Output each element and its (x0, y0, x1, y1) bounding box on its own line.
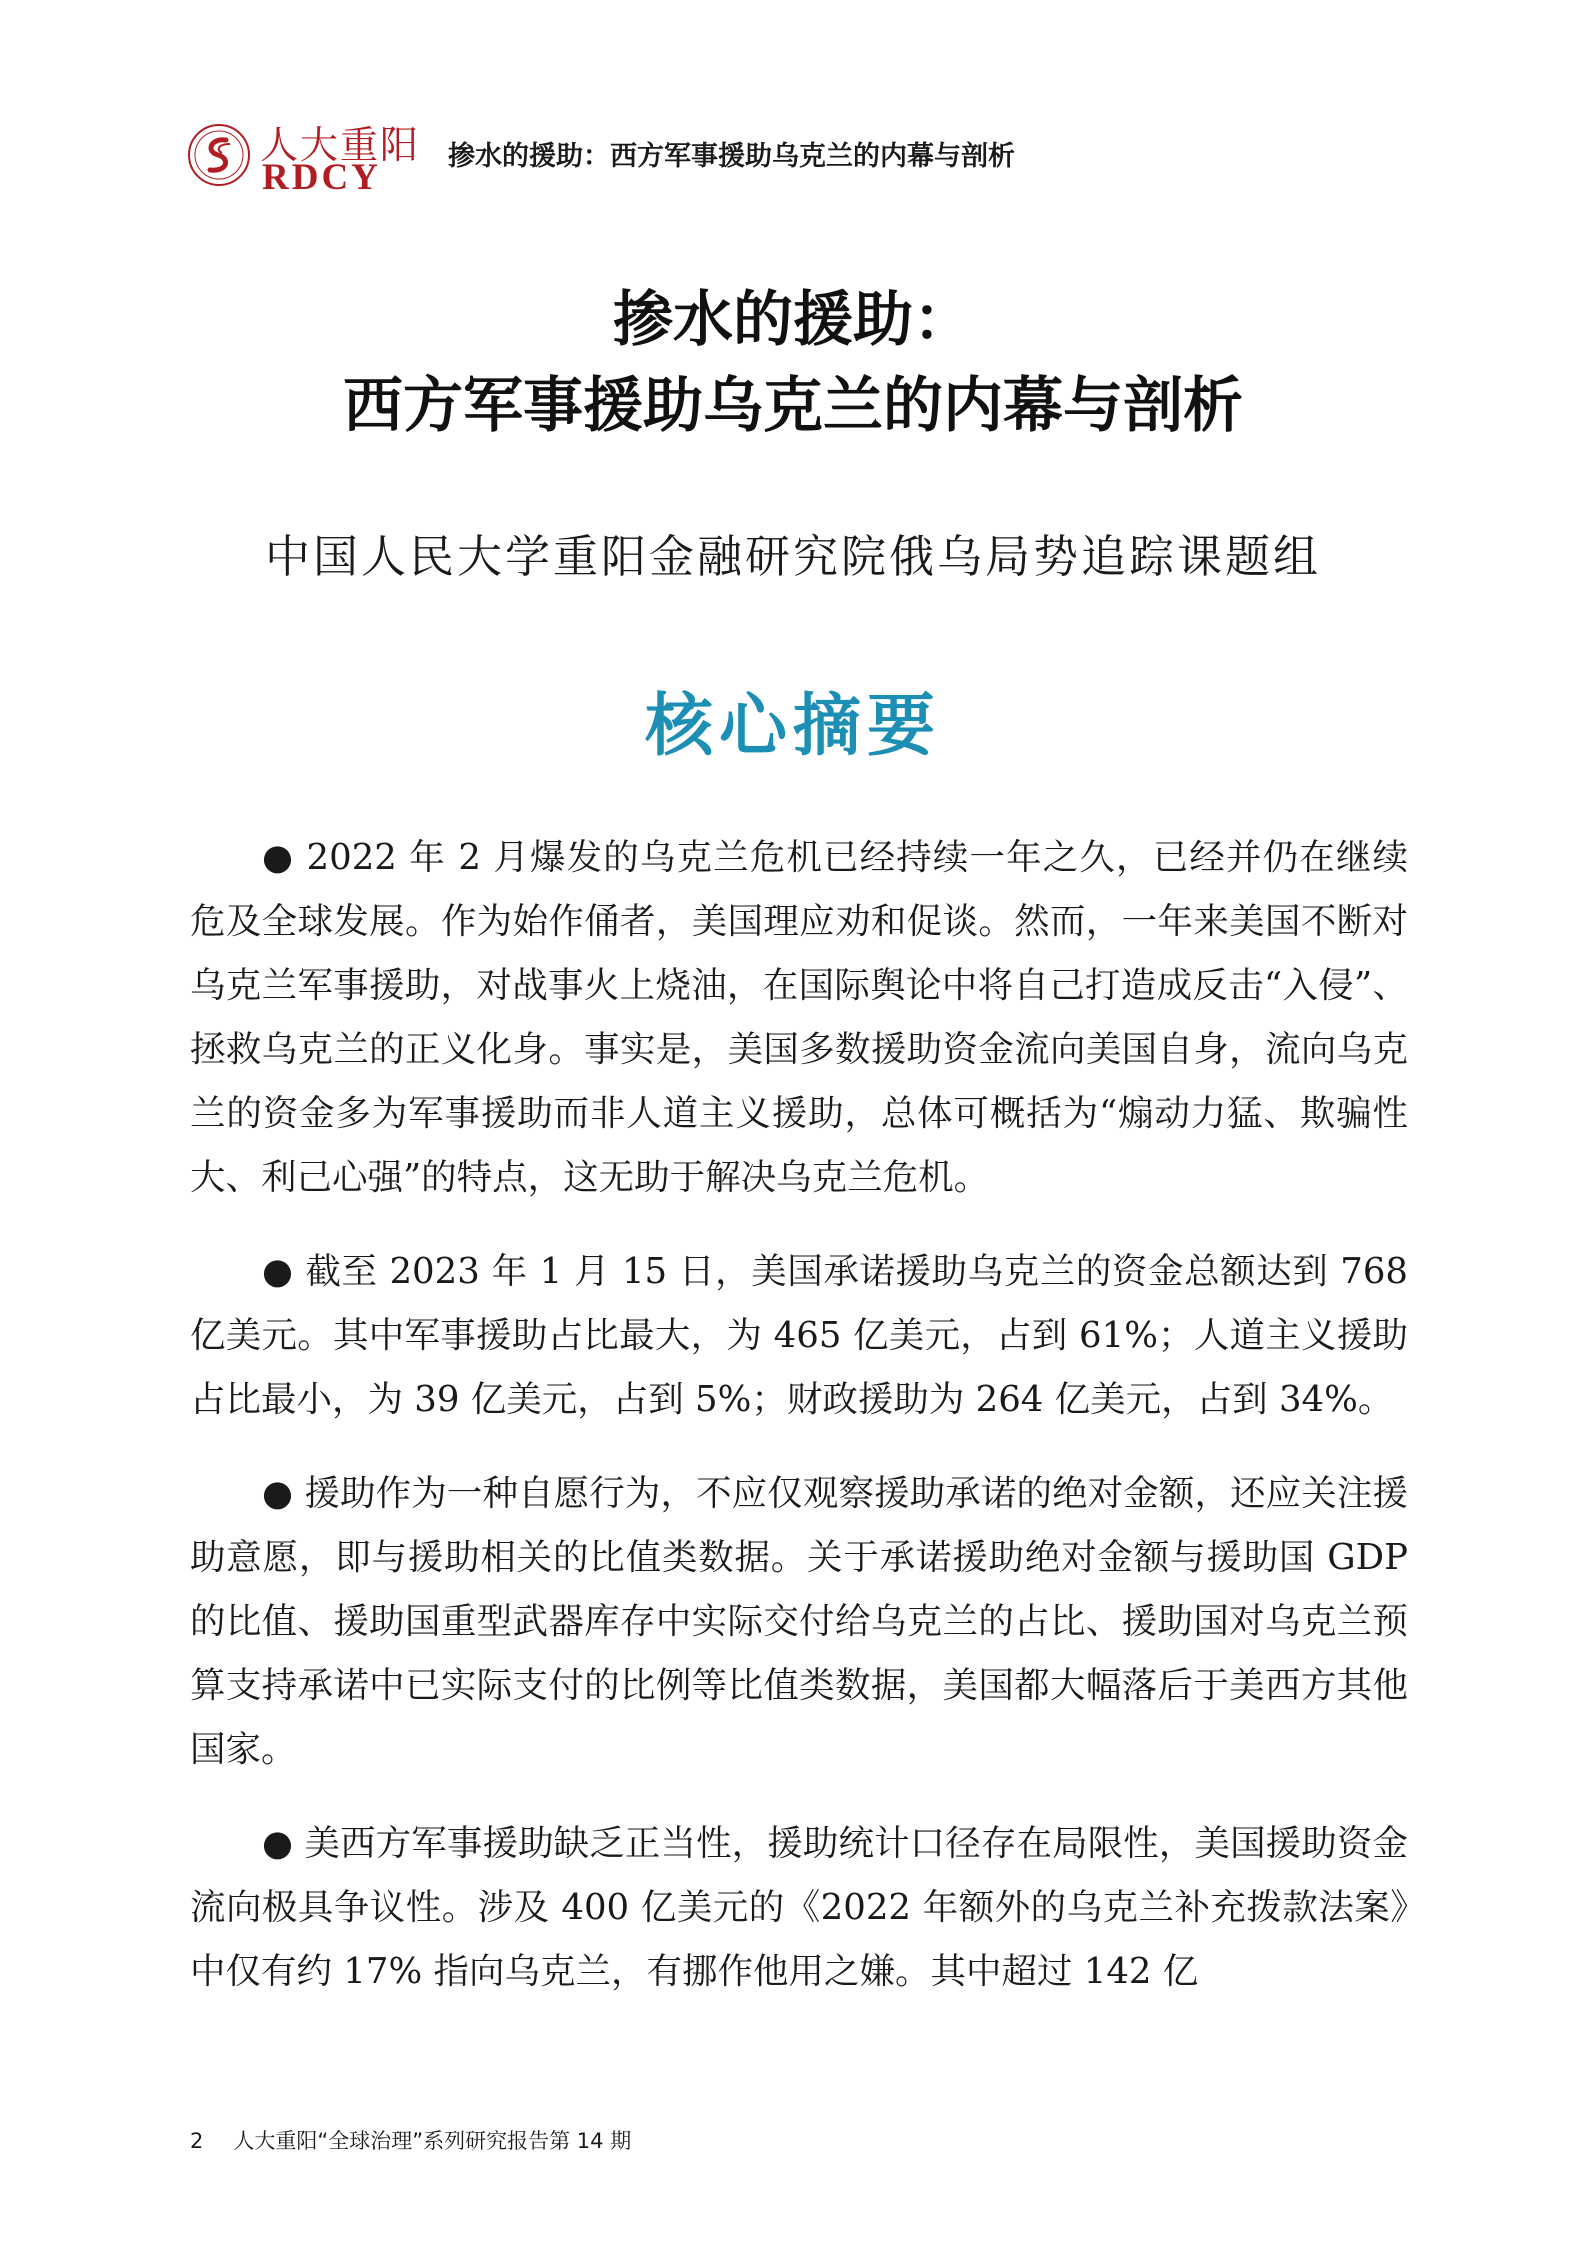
abstract-body (190, 826, 1408, 2034)
paragraph-text: 2022 年 2 月爆发的乌克兰危机已经持续一年之久，已经并仍在继续危及全球发展。作为始作俑者，美国理应劝和促谈。然而，一年来美国不断对乌克兰军事援助，对战事火上烧油，在国际舆论中将自己打造成反击“入侵”、拯救乌克兰的正义化身。事实是，美国多数援助资金流向美国自身，流向乌克兰的资金多为军事援助而非人道主义援助，总体可概括为“煽动力猛、欺骗性大、利己心强”的特点，这无助于解决乌克兰危机。 (190, 837, 1408, 1198)
bullet-icon: ● (262, 1473, 294, 1514)
abstract-paragraph-2 (190, 1240, 1408, 1432)
running-title: 掺水的援助：西方军事援助乌克兰的内幕与剖析 (448, 141, 1015, 172)
section-heading: 核心摘要 (644, 687, 941, 766)
bullet-icon: ● (262, 1823, 294, 1864)
page-title-line1: 掺水的援助： (613, 285, 973, 355)
rdcy-emblem-icon (186, 122, 252, 188)
paragraph-text: 美西方军事援助缺乏正当性，援助统计口径存在局限性，美国援助资金流向极具争议性。涉及 400 亿美元的《2022 年额外的乌克兰补充拨款法案》中仅有约 17% 指向乌克兰，有挪作他用之嫌。其中超过 142 亿 (190, 1823, 1408, 1992)
author-byline: 中国人民大学重阳金融研究院俄乌局势追踪课题组 (264, 530, 1321, 583)
abstract-paragraph-3 (190, 1462, 1408, 1782)
page-number: 2 (190, 2129, 204, 2153)
page-footer (190, 2125, 631, 2155)
paragraph-text: 截至 2023 年 1 月 15 日，美国承诺援助乌克兰的资金总额达到 768 亿美元。其中军事援助占比最大，为 465 亿美元，占到 61%；人道主义援助占比最小，为 39 亿美元，占到 5%；财政援助为 264 亿美元，占到 34%。 (190, 1251, 1408, 1420)
rdcy-logo (186, 112, 421, 202)
page-header (186, 112, 1406, 202)
logo-chinese-text: 人大重阳 (260, 123, 421, 167)
paragraph-text: 援助作为一种自愿行为，不应仅观察援助承诺的绝对金额，还应关注援助意愿，即与援助相关的比值类数据。关于承诺援助绝对金额与援助国 GDP 的比值、援助国重型武器库存中实际交付给乌克兰的占比、援助国对乌克兰预算支持承诺中已实际支付的比例等比值类数据，美国都大幅落后于美西方其他国家。 (190, 1473, 1408, 1770)
bullet-icon: ● (262, 1251, 294, 1292)
abstract-paragraph-1 (190, 826, 1408, 1210)
logo-english-text: RDCY (262, 157, 381, 198)
series-label: 人大重阳“全球治理”系列研究报告第 14 期 (233, 2129, 632, 2153)
bullet-icon: ● (262, 837, 295, 878)
page-title-line2: 西方军事援助乌克兰的内幕与剖析 (343, 371, 1243, 441)
abstract-paragraph-4 (190, 1812, 1408, 2004)
